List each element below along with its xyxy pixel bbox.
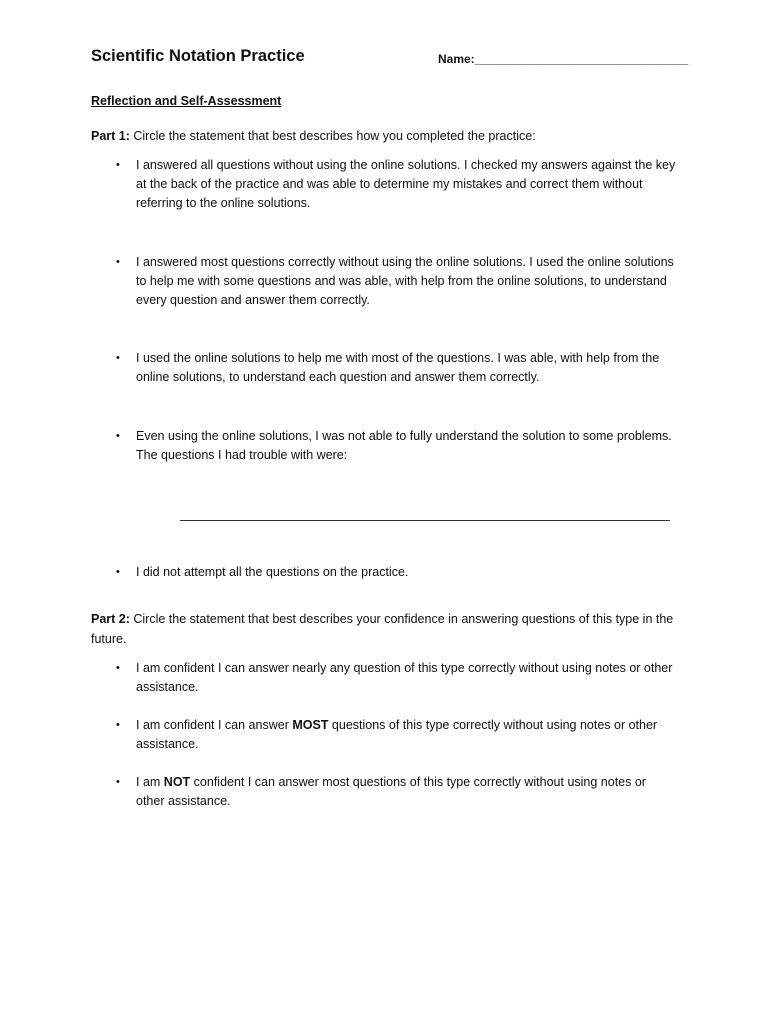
list-item-text: I used the online solutions to help me with most of the questions. I was able, with help from the online solutions, to understand each question and answer them correctly.	[136, 351, 660, 384]
bullet-icon: •	[116, 256, 120, 268]
list-item[interactable]	[116, 563, 676, 582]
list-item[interactable]	[116, 659, 676, 697]
list-item-text	[136, 716, 676, 754]
part1-prompt-text: Circle the statement that best describes how you completed the practice:	[129, 129, 536, 143]
bullet-icon: •	[116, 430, 120, 442]
list-item-text: I am confident I can answer nearly any question of this type correctly without using notes or other assistance.	[136, 661, 673, 694]
list-item-text: I answered most questions correctly without using the online solutions. I used the online solutions to help me with some questions and was able, with help from the online solutions, to understand every question and answer them correctly.	[136, 255, 674, 307]
part2-prompt-text: Circle the statement that best describes your confidence in answering questions of this type in the future.	[91, 612, 674, 646]
list-item[interactable]	[116, 427, 676, 465]
text-segment: I am	[136, 775, 164, 789]
list-item-text: I did not attempt all the questions on the practice.	[136, 565, 409, 579]
part2-prompt	[91, 610, 681, 649]
bullet-icon: •	[116, 776, 120, 788]
emphasis-most: MOST	[292, 718, 329, 732]
part2-label: Part 2:	[91, 612, 130, 626]
bullet-icon: •	[116, 662, 120, 674]
name-field[interactable]: Name:________________________________	[438, 52, 689, 66]
bullet-icon: •	[116, 566, 120, 578]
text-segment: questions of this type correctly without using notes or other assistance.	[136, 718, 658, 751]
list-item[interactable]	[116, 349, 676, 387]
list-item[interactable]	[116, 716, 676, 754]
list-item[interactable]	[116, 156, 676, 213]
list-item-text: I answered all questions without using the online solutions. I checked my answers against the key at the back of the practice and was able to determine my mistakes and correct them without referring to the online solutions.	[136, 158, 676, 210]
bullet-icon: •	[116, 352, 120, 364]
list-item-text: Even using the online solutions, I was not able to fully understand the solution to some problems. The questions I had trouble with were:	[136, 429, 672, 462]
list-item-text	[136, 773, 676, 811]
section-heading: Reflection and Self-Assessment	[91, 94, 282, 108]
page-title: Scientific Notation Practice	[91, 47, 305, 65]
text-segment: confident I can answer most questions of this type correctly without using notes or other assistance.	[136, 775, 646, 808]
bullet-icon: •	[116, 719, 120, 731]
part1-prompt	[91, 127, 681, 147]
bullet-icon: •	[116, 159, 120, 171]
text-segment: I am confident I can answer	[136, 718, 293, 732]
list-item[interactable]	[116, 773, 676, 811]
list-item[interactable]	[116, 253, 676, 310]
emphasis-not: NOT	[163, 775, 191, 789]
part1-label: Part 1:	[91, 129, 130, 143]
answer-line[interactable]	[180, 510, 670, 521]
